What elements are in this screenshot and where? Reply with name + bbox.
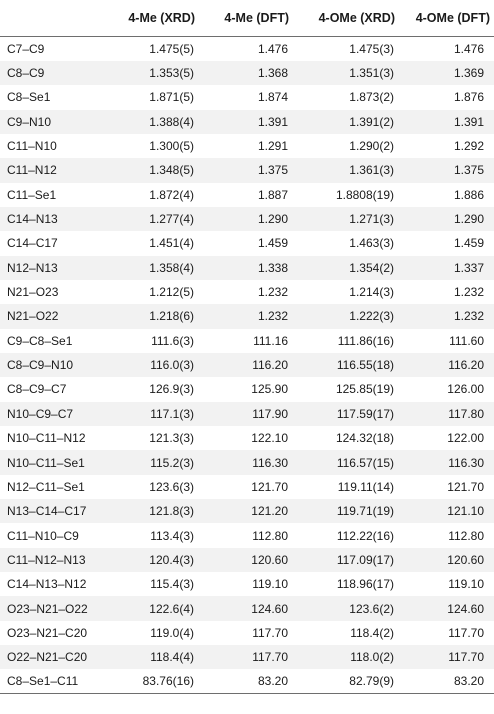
- cell-4me-xrd: 120.4(3): [149, 552, 194, 567]
- cell-4ome-xrd: 1.354(2): [349, 260, 394, 275]
- cell-4me-xrd: 126.9(3): [149, 382, 194, 397]
- cell-4ome-xrd: 117.59(17): [336, 406, 394, 421]
- cell-4me-dft: 1.874: [257, 90, 288, 105]
- cell-4ome-dft: 1.290: [453, 212, 484, 227]
- cell-parameter: C8–Se1–C11: [0, 669, 106, 693]
- cell-4ome-xrd: 1.271(3): [349, 212, 394, 227]
- table-row: [0, 280, 494, 304]
- cell-4me-dft: 1.291: [257, 139, 288, 154]
- cell-4me-dft: 125.90: [251, 382, 288, 397]
- table-row: [0, 548, 494, 572]
- table-row: [0, 645, 494, 669]
- cell-4ome-xrd: 119.11(14): [337, 479, 394, 494]
- table-row: [0, 353, 494, 377]
- cell-4me-dft: 1.290: [257, 212, 288, 227]
- cell-4me-dft: 1.338: [257, 260, 288, 275]
- table-row: [0, 426, 494, 450]
- cell-4ome-xrd: 1.361(3): [349, 163, 394, 178]
- cell-parameter: C9–C8–Se1: [7, 333, 73, 348]
- cell-4ome-xrd: 125.85(19): [335, 382, 394, 397]
- cell-4ome-xrd: 124.32(18): [335, 431, 394, 446]
- cell-4ome-dft: 122.00: [447, 431, 484, 446]
- cell-4me-xrd: 121.3(3): [149, 431, 194, 446]
- cell-4ome-dft: 1.476: [453, 41, 484, 56]
- header-parameter: [0, 0, 106, 37]
- cell-parameter: O22–N21–C20: [7, 650, 88, 665]
- cell-parameter: N21–O23: [7, 285, 59, 300]
- table-row: [0, 85, 494, 109]
- cell-4me-xrd: 1.358(4): [149, 260, 194, 275]
- cell-parameter: C14–N13–N12: [7, 577, 87, 592]
- cell-4ome-xrd: 1.351(3): [349, 66, 394, 81]
- cell-parameter: N10–C11–N12: [7, 431, 86, 446]
- cell-4me-dft: 122.10: [251, 431, 288, 446]
- table-row: [0, 523, 494, 547]
- cell-4me-xrd: 1.353(5): [149, 66, 194, 81]
- cell-parameter: C9–N10: [7, 114, 52, 129]
- cell-4me-xrd: 83.76(16): [106, 669, 202, 693]
- cell-4me-dft: 1.368: [257, 66, 288, 81]
- table-row: [0, 475, 494, 499]
- cell-4ome-xrd: 118.4(2): [350, 625, 394, 640]
- table-body: [0, 37, 494, 694]
- table-row: [0, 499, 494, 523]
- cell-4ome-xrd: 117.09(17): [336, 552, 394, 567]
- cell-4ome-xrd: 119.71(19): [336, 504, 394, 519]
- cell-4ome-dft: 116.20: [448, 358, 484, 373]
- cell-4ome-dft: 119.10: [448, 577, 484, 592]
- header-row: [0, 0, 494, 37]
- table-row: [0, 572, 494, 596]
- cell-4me-dft: 119.10: [252, 577, 288, 592]
- table-row: [0, 134, 494, 158]
- cell-4ome-xrd: 82.79(9): [296, 669, 402, 693]
- cell-parameter: N13–C14–C17: [7, 504, 87, 519]
- cell-4me-xrd: 123.6(3): [149, 479, 194, 494]
- cell-parameter: C7–C9: [7, 41, 45, 56]
- header-4ome-dft: 4-OMe (DFT): [402, 0, 494, 37]
- table-row: [0, 621, 494, 645]
- header-4ome-xrd: 4-OMe (XRD): [296, 0, 402, 37]
- cell-parameter: C8–C9–C7: [7, 382, 67, 397]
- cell-4me-xrd: 1.388(4): [149, 114, 194, 129]
- cell-4me-xrd: 121.8(3): [149, 504, 194, 519]
- cell-4ome-xrd: 111.86(16): [337, 333, 394, 348]
- cell-4ome-dft: 116.30: [448, 455, 484, 470]
- cell-4me-xrd: 111.6(3): [151, 333, 194, 348]
- cell-parameter: C14–C17: [7, 236, 58, 251]
- cell-4ome-xrd: 1.391(2): [349, 114, 394, 129]
- cell-4ome-dft: 1.876: [453, 90, 484, 105]
- cell-4ome-dft: 117.70: [448, 625, 484, 640]
- cell-4me-dft: 1.476: [257, 41, 288, 56]
- cell-parameter: N12–C11–Se1: [7, 479, 85, 494]
- cell-4ome-xrd: 116.57(15): [336, 455, 394, 470]
- cell-4me-xrd: 115.4(3): [150, 577, 194, 592]
- cell-4ome-dft: 83.20: [402, 669, 494, 693]
- cell-4ome-dft: 1.232: [453, 285, 484, 300]
- cell-parameter: C8–C9: [7, 66, 45, 81]
- cell-4ome-xrd: 118.0(2): [350, 650, 394, 665]
- table-row: [0, 596, 494, 620]
- cell-4me-xrd: 1.348(5): [149, 163, 194, 178]
- cell-4me-dft: 117.90: [252, 406, 288, 421]
- cell-4ome-dft: 121.70: [447, 479, 484, 494]
- cell-4ome-dft: 124.60: [447, 601, 484, 616]
- cell-4me-xrd: 122.6(4): [149, 601, 194, 616]
- cell-4ome-dft: 1.886: [453, 187, 484, 202]
- header-4me-xrd: 4-Me (XRD): [106, 0, 202, 37]
- cell-parameter: C8–Se1: [7, 90, 51, 105]
- cell-4ome-dft: 111.60: [449, 333, 484, 348]
- cell-4ome-xrd: 116.55(18): [336, 358, 394, 373]
- cell-4ome-dft: 117.70: [448, 650, 484, 665]
- table-header: [0, 0, 494, 37]
- cell-4me-xrd: 1.475(5): [149, 41, 194, 56]
- table-row: [0, 231, 494, 255]
- cell-4me-dft: 1.232: [257, 285, 288, 300]
- cell-4me-xrd: 1.871(5): [149, 90, 194, 105]
- cell-parameter: N12–N13: [7, 260, 58, 275]
- cell-4ome-xrd: 1.475(3): [349, 41, 394, 56]
- table-row: [0, 183, 494, 207]
- cell-4me-xrd: 116.0(3): [150, 358, 194, 373]
- cell-4ome-xrd: 1.873(2): [349, 90, 394, 105]
- cell-parameter: N10–C9–C7: [7, 406, 74, 421]
- cell-4ome-dft: 1.459: [453, 236, 484, 251]
- cell-parameter: C11–N12: [7, 163, 57, 178]
- cell-4me-dft: 116.30: [252, 455, 288, 470]
- table-row: [0, 61, 494, 85]
- cell-4ome-dft: 1.391: [453, 114, 484, 129]
- cell-4ome-xrd: 123.6(2): [349, 601, 394, 616]
- cell-4me-xrd: 1.872(4): [149, 187, 194, 202]
- cell-4ome-dft: 126.00: [447, 382, 484, 397]
- cell-4me-dft: 120.60: [251, 552, 288, 567]
- cell-parameter: C14–N13: [7, 212, 58, 227]
- cell-parameter: O23–N21–O22: [7, 601, 88, 616]
- cell-4ome-dft: 1.232: [453, 309, 484, 324]
- cell-parameter: C11–N10–C9: [7, 528, 79, 543]
- cell-4me-dft: 121.70: [251, 479, 288, 494]
- cell-4ome-dft: 1.292: [453, 139, 484, 154]
- table-row: [0, 110, 494, 134]
- cell-parameter: N10–C11–Se1: [7, 455, 85, 470]
- cell-4me-xrd: 113.4(3): [150, 528, 194, 543]
- cell-4me-dft: 116.20: [252, 358, 288, 373]
- cell-4ome-dft: 121.10: [447, 504, 484, 519]
- table-row: [0, 377, 494, 401]
- cell-4me-dft: 1.232: [257, 309, 288, 324]
- cell-4ome-xrd: 1.290(2): [349, 139, 394, 154]
- cell-4ome-xrd: 1.8808(19): [335, 187, 394, 202]
- cell-parameter: C11–Se1: [7, 187, 57, 202]
- cell-4me-xrd: 1.277(4): [149, 212, 194, 227]
- cell-4ome-dft: 112.80: [448, 528, 484, 543]
- cell-parameter: C11–N10: [7, 139, 57, 154]
- cell-parameter: C11–N12–N13: [7, 552, 86, 567]
- table-row: [0, 304, 494, 328]
- cell-4me-dft: 117.70: [252, 650, 288, 665]
- cell-4me-xrd: 115.2(3): [150, 455, 194, 470]
- cell-parameter: N21–O22: [7, 309, 59, 324]
- table-row: [0, 158, 494, 182]
- cell-4me-xrd: 117.1(3): [150, 406, 194, 421]
- cell-4me-xrd: 118.4(4): [150, 650, 194, 665]
- table-row: [0, 450, 494, 474]
- cell-4ome-dft: 117.80: [448, 406, 484, 421]
- cell-4me-dft: 111.16: [253, 333, 288, 348]
- cell-4ome-xrd: 1.222(3): [349, 309, 394, 324]
- cell-4ome-dft: 1.375: [453, 163, 484, 178]
- table-row: [0, 256, 494, 280]
- cell-4ome-dft: 120.60: [447, 552, 484, 567]
- cell-4me-dft: 83.20: [202, 669, 296, 693]
- table-row: [0, 207, 494, 231]
- cell-4me-dft: 117.70: [252, 625, 288, 640]
- cell-4me-xrd: 1.218(6): [149, 309, 194, 324]
- cell-4me-dft: 112.80: [252, 528, 288, 543]
- table-row: [0, 402, 494, 426]
- cell-4me-xrd: 1.451(4): [149, 236, 194, 251]
- header-4me-dft: 4-Me (DFT): [202, 0, 296, 37]
- cell-parameter: C8–C9–N10: [7, 358, 74, 373]
- cell-4me-dft: 1.887: [257, 187, 288, 202]
- cell-4ome-xrd: 112.22(16): [336, 528, 394, 543]
- cell-4me-dft: 124.60: [251, 601, 288, 616]
- cell-4ome-xrd: 1.463(3): [349, 236, 394, 251]
- cell-4ome-xrd: 1.214(3): [349, 285, 394, 300]
- cell-4me-dft: 1.375: [257, 163, 288, 178]
- table-row: [0, 669, 494, 693]
- cell-4me-dft: 1.459: [257, 236, 288, 251]
- cell-4me-xrd: 1.300(5): [149, 139, 194, 154]
- table-row: [0, 329, 494, 353]
- cell-4me-dft: 121.20: [251, 504, 288, 519]
- cell-4me-dft: 1.391: [257, 114, 288, 129]
- cell-4me-xrd: 119.0(4): [150, 625, 194, 640]
- table-row: [0, 37, 494, 61]
- cell-4me-xrd: 1.212(5): [149, 285, 194, 300]
- cell-4ome-dft: 1.337: [453, 260, 484, 275]
- cell-4ome-xrd: 118.96(17): [336, 577, 394, 592]
- cell-parameter: O23–N21–C20: [7, 625, 88, 640]
- cell-4ome-dft: 1.369: [453, 66, 484, 81]
